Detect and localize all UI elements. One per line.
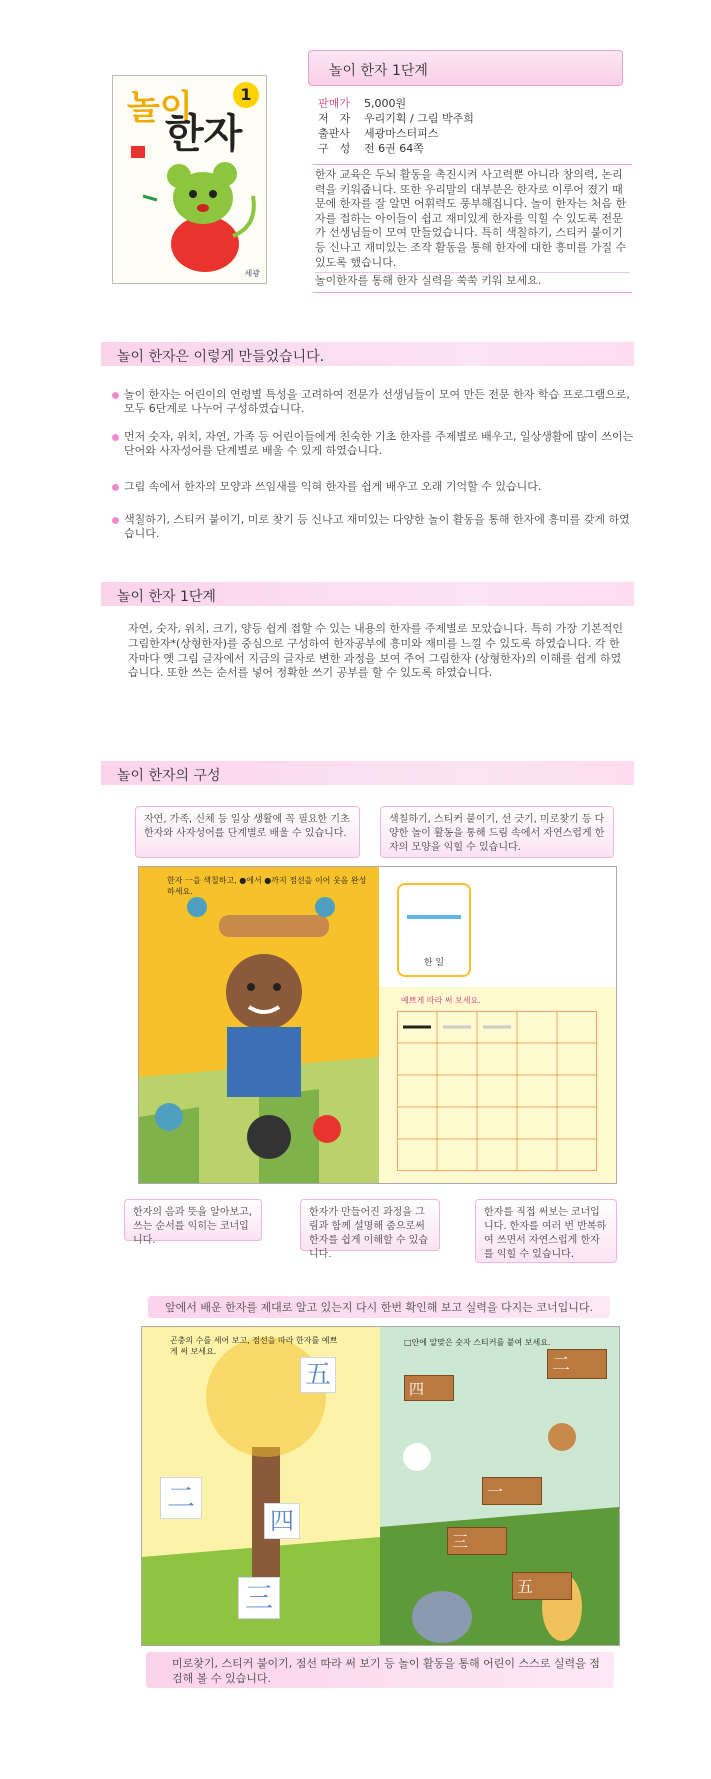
sign-four: 四: [404, 1375, 454, 1401]
sign-two: 二: [547, 1349, 607, 1379]
strip-self-check: 미로찾기, 스티커 붙이기, 점선 따라 써 보기 등 놀이 활동을 통해 어린이 스스로 실력을 점검해 볼 수 있습니다.: [146, 1652, 614, 1688]
bullet-item: 그림 속에서 한자의 모양과 쓰임새를 익혀 한자를 쉽게 배우고 오래 기억할 수 있습니다.: [112, 480, 634, 494]
left-page-instruction: 한자 一을 색칠하고, ●에서 ●까지 점선을 이어 웃음 완성하세요.: [167, 876, 367, 896]
product-info: [318, 96, 474, 156]
left-page-bear-illustration: [139, 867, 379, 1183]
composition-value: 전 6권 64쪽: [364, 142, 424, 155]
hanja-stroke: [407, 915, 461, 919]
composition-label: 구 성: [318, 142, 351, 155]
hanja-two: 二: [160, 1477, 202, 1519]
book-cover: [112, 75, 267, 284]
hanja-card: [397, 883, 471, 977]
sign-three: 三: [447, 1527, 507, 1555]
hanja-five: 五: [300, 1357, 336, 1393]
writing-label: 예쁘게 따라 써 보세요.: [401, 996, 481, 1005]
review-right-instruction: □안에 알맞은 숫자 스티커를 붙여 보세요.: [404, 1338, 551, 1347]
callout-reading-order: 한자의 음과 뜻을 알아보고, 쓰는 순서를 익히는 코너입니다.: [124, 1199, 262, 1241]
product-title-box: [308, 50, 623, 86]
strip-review: 앞에서 배운 한자를 제대로 알고 있는지 다시 한번 확인해 보고 실력을 다지는 코너입니다.: [148, 1296, 610, 1318]
publisher-label: 출판사: [318, 127, 350, 140]
price-value: 5,000원: [364, 97, 407, 110]
product-title: 놀이 한자 1단계: [329, 63, 428, 79]
author-value: 우리기획 / 그림 박주희: [364, 112, 474, 125]
section3-title: 놀이 한자의 구성: [117, 768, 221, 784]
sign-one: 一: [482, 1477, 542, 1505]
cover-title-top: 놀이: [127, 88, 193, 128]
right-page-writing: [379, 987, 616, 1183]
illustration-lesson-spread: [138, 866, 617, 1184]
illustration-review-spread: [141, 1326, 620, 1646]
review-left-instruction: 곤충의 수를 세어 보고, 점선을 따라 한자를 예쁘게 써 보세요.: [170, 1336, 338, 1356]
section1-header: [101, 342, 634, 366]
hanja-reading: 한 일: [423, 958, 445, 968]
hanja-three: 三: [238, 1577, 280, 1619]
cover-publisher: 세광: [244, 269, 260, 278]
cover-mouse-illustration: [113, 136, 266, 281]
price-label: 판매가: [318, 97, 350, 110]
hanja-four: 四: [264, 1503, 300, 1539]
right-page-top: [379, 867, 616, 987]
writing-grid: [397, 1011, 597, 1171]
bullet-item: 놀이 한자는 어린이의 연령별 특성을 고려하여 전문가 선생님들이 모여 만든 전문 한자 학습 프로그램으로, 모두 6단계로 나누어 구성하였습니다.: [112, 388, 634, 416]
description-text: 한자 교육은 두뇌 활동을 촉진시켜 사고력뿐 아니라 창의력, 논리력을 키워줍니다. 또한 우리말의 대부분은 한자로 이루어 졌기 때문에 한자를 잘 알면 어휘력도 풍부해집니다. 놀이 한자는 처음 한자를 접하는 아이들이 쉽고 재미있게 한자를 익힐 수 있도록 전문가 선생님들이 모여 만들었습니다. 특히 색칠하기, 스티커 붙이기 등 신나고 재미있는 조작 활동을 통해 한자에 대한 흥미를 가질 수 있도록 했습니다.: [315, 168, 627, 269]
cover-level-badge: 1: [233, 82, 259, 108]
callout-play-activities: 색칠하기, 스티커 붙이기, 선 긋기, 미로찾기 등 다양한 놀이 활동을 통해 드림 속에서 자연스럽게 한자의 모양을 익힐 수 있습니다.: [380, 806, 614, 858]
description-text-2: 놀이한자를 통해 한자 실력을 쑥쑥 키워 보세요.: [315, 272, 630, 289]
publisher-value: 세광마스터피스: [364, 127, 439, 140]
bullet-item: 먼저 숫자, 위치, 자연, 가족 등 어린이들에게 친숙한 기초 한자를 주제별로 배우고, 일상생활에 많이 쓰이는 단어와 사자성어를 단계별로 배울 수 있게 하였습니다.: [112, 430, 634, 458]
callout-formation: 한자가 만들어진 과정을 그림과 함께 설명해 줌으로써 한자를 쉽게 이해할 수 있습니다.: [300, 1199, 440, 1251]
callout-writing: 한자를 직접 써보는 코너입니다. 한자를 여러 번 반복하여 쓰면서 자연스럽게 한자를 익힐 수 있습니다.: [475, 1199, 617, 1263]
cover-title-main: 한자: [165, 111, 243, 157]
callout-basic-hanja: 자연, 가족, 신체 등 일상 생활에 꼭 필요한 기초 한자와 사자성어를 단계별로 배울 수 있습니다.: [135, 806, 360, 858]
section2-title: 놀이 한자 1단계: [117, 589, 216, 605]
section3-header: [101, 761, 634, 785]
section2-text: 자연, 숫자, 위치, 크기, 양등 쉽게 접할 수 있는 내용의 한자를 주제별로 모았습니다. 특히 가장 기본적인 그림한자*(상형한자)를 중심으로 구성하여 한자공부에 흥미와 재미를 느낄 수 있도록 하였습니다. 각 한자마다 옛 그림 글자에서 지금의 글자로 변한 과정을 보여 주어 그림한자 (상형한자)의 이해를 쉽게 하였습니다. 또한 쓰는 순서를 넣어 정확한 쓰기 공부를 할 수 있도록 하였습니다.: [128, 622, 623, 680]
product-description: [313, 164, 632, 293]
author-label: 저 자: [318, 112, 351, 125]
section1-title: 놀이 한자은 이렇게 만들었습니다.: [117, 349, 325, 365]
bullet-item: 색칠하기, 스티커 붙이기, 미로 찾기 등 신나고 재미있는 다양한 놀이 활동을 통해 한자에 흥미를 갖게 하였습니다.: [112, 513, 634, 541]
sign-five: 五: [512, 1572, 572, 1600]
section2-header: [101, 582, 634, 606]
